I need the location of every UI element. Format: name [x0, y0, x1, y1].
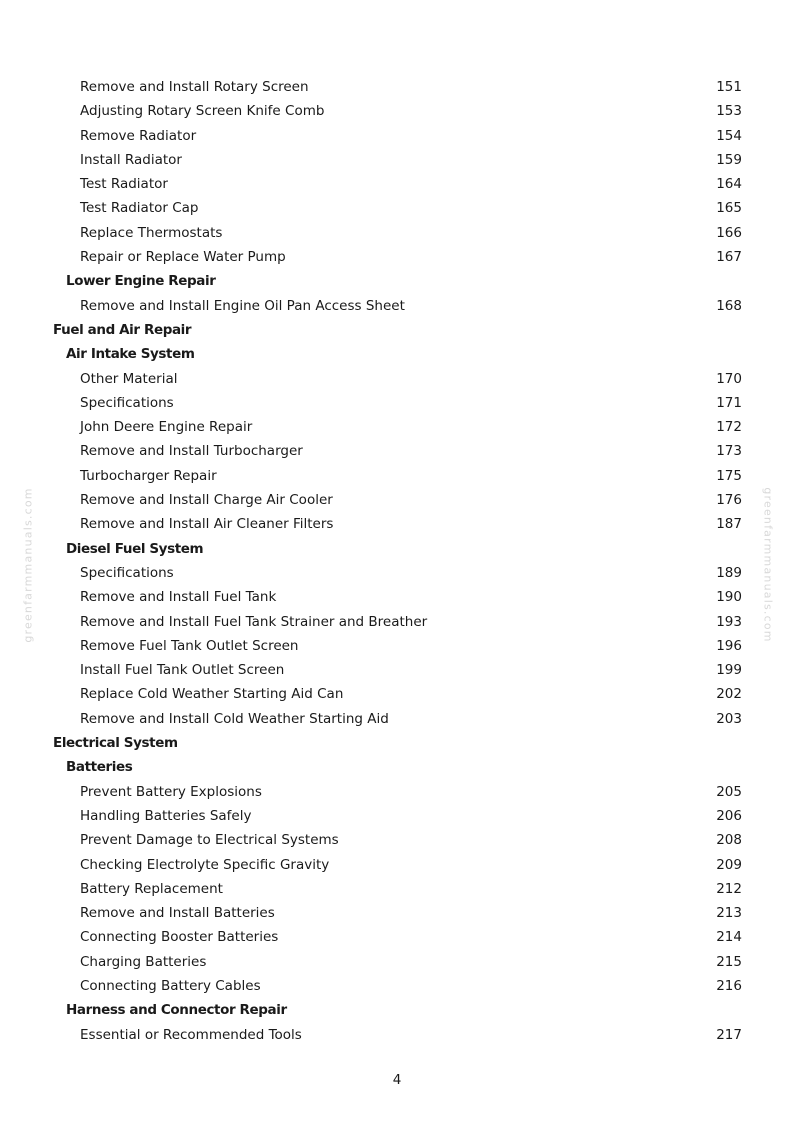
toc-entry-page-number: 187 [716, 516, 742, 533]
toc-entry-title: Install Radiator [80, 151, 182, 168]
toc-entry-page-number: 167 [716, 249, 742, 266]
toc-entry-title: Connecting Booster Batteries [80, 929, 279, 946]
toc-entry-page-number: 199 [716, 662, 742, 679]
toc-entry-title: Test Radiator [80, 176, 168, 193]
toc-section-heading [0, 537, 794, 561]
toc-entry-page-number: 208 [716, 832, 742, 849]
toc-entry[interactable] [0, 610, 794, 634]
toc-entry-title: Remove and Install Rotary Screen [80, 79, 309, 95]
toc-entry-page-number: 217 [716, 1026, 742, 1043]
toc-entry[interactable] [0, 294, 794, 318]
toc-entry-page-number: 175 [716, 467, 742, 484]
toc-entry[interactable] [0, 245, 794, 269]
toc-entry-page-number: 164 [716, 176, 742, 193]
toc-entry-title: Remove and Install Batteries [80, 905, 275, 922]
toc-entry-title: Remove and Install Charge Air Cooler [80, 492, 333, 509]
toc-entry[interactable] [0, 415, 794, 439]
toc-entry[interactable] [0, 367, 794, 391]
toc-entry-title: Repair or Replace Water Pump [80, 249, 286, 266]
toc-entry-page-number: 159 [716, 151, 742, 168]
toc-entry-page-number: 170 [716, 370, 742, 387]
toc-entry-page-number: 153 [716, 103, 742, 120]
toc-entry-page-number: 214 [716, 929, 742, 946]
toc-entry[interactable] [0, 658, 794, 682]
toc-entry-page-number: 202 [716, 686, 742, 703]
page-number: 4 [392, 1072, 402, 1088]
toc-section-heading [0, 998, 794, 1022]
toc-entry-title: Checking Electrolyte Specific Gravity [80, 856, 330, 873]
toc-entry-page-number: 172 [716, 419, 742, 436]
toc-entry-title: John Deere Engine Repair [80, 419, 253, 436]
toc-entry-title: Charging Batteries [80, 953, 207, 970]
toc-entry-page-number: 213 [716, 905, 742, 922]
toc-entry-title: Handling Batteries Safely [80, 807, 252, 824]
toc-entry-title: Essential or Recommended Tools [80, 1026, 302, 1043]
toc-entry-page-number: 206 [716, 807, 742, 824]
toc-entry-title: Fuel and Air Repair [53, 321, 192, 338]
toc-section-heading [0, 342, 794, 366]
toc-entry[interactable] [0, 439, 794, 463]
toc-entry[interactable] [0, 853, 794, 877]
toc-entry-page-number: 205 [716, 783, 742, 800]
toc-entry[interactable] [0, 99, 794, 123]
toc-entry[interactable] [0, 925, 794, 949]
toc-section-heading [0, 731, 794, 755]
toc-entry[interactable] [0, 950, 794, 974]
toc-entry-title: Air Intake System [66, 346, 195, 363]
toc-entry-title: Remove Radiator [80, 127, 197, 144]
toc-entry[interactable] [0, 464, 794, 488]
toc-entry-page-number: 193 [716, 613, 742, 630]
toc-section-heading [0, 269, 794, 293]
toc-entry-title: Battery Replacement [80, 880, 223, 897]
toc-entry[interactable] [0, 634, 794, 658]
toc-entry-title: Remove and Install Cold Weather Starting Aid [80, 710, 389, 727]
toc-entry-page-number: 203 [716, 710, 742, 727]
toc-section-heading [0, 318, 794, 342]
toc-entry[interactable] [0, 196, 794, 220]
toc-entry-title: Batteries [66, 759, 133, 776]
toc-entry-page-number: 151 [716, 79, 742, 95]
toc-entry-title: Remove and Install Air Cleaner Filters [80, 516, 334, 533]
table-of-contents [0, 75, 794, 1047]
toc-entry[interactable] [0, 221, 794, 245]
toc-entry-title: Other Material [80, 370, 178, 387]
toc-section-heading [0, 755, 794, 779]
toc-entry[interactable] [0, 828, 794, 852]
toc-entry[interactable] [0, 1023, 794, 1047]
toc-entry-page-number: 154 [716, 127, 742, 144]
toc-entry[interactable] [0, 901, 794, 925]
toc-entry-title: Specifications [80, 564, 174, 581]
toc-entry-page-number: 212 [716, 880, 742, 897]
toc-entry-title: Specifications [80, 394, 174, 411]
toc-entry[interactable] [0, 804, 794, 828]
toc-entry[interactable] [0, 561, 794, 585]
toc-entry-page-number: 176 [716, 492, 742, 509]
toc-entry-page-number: 196 [716, 637, 742, 654]
toc-entry-title: Diesel Fuel System [66, 540, 204, 557]
toc-entry-title: Install Fuel Tank Outlet Screen [80, 662, 285, 679]
toc-entry-title: Remove and Install Fuel Tank Strainer and Breather [80, 613, 428, 630]
toc-entry[interactable] [0, 75, 794, 99]
toc-entry[interactable] [0, 974, 794, 998]
toc-entry[interactable] [0, 682, 794, 706]
toc-entry-page-number: 165 [716, 200, 742, 217]
watermark-right: greenfarmmanuals.com [761, 487, 775, 643]
toc-entry-page-number: 190 [716, 589, 742, 606]
toc-entry-page-number: 173 [716, 443, 742, 460]
toc-entry-title: Lower Engine Repair [66, 273, 216, 290]
toc-entry-title: Replace Thermostats [80, 224, 223, 241]
toc-entry[interactable] [0, 172, 794, 196]
toc-entry[interactable] [0, 780, 794, 804]
toc-entry-page-number: 166 [716, 224, 742, 241]
toc-entry-title: Prevent Damage to Electrical Systems [80, 832, 339, 849]
toc-entry-title: Connecting Battery Cables [80, 977, 261, 994]
toc-entry[interactable] [0, 148, 794, 172]
toc-entry-title: Harness and Connector Repair [66, 1002, 287, 1019]
toc-entry[interactable] [0, 877, 794, 901]
toc-entry[interactable] [0, 488, 794, 512]
toc-entry-title: Electrical System [53, 735, 178, 752]
toc-entry-title: Remove and Install Fuel Tank [80, 589, 277, 606]
toc-entry-title: Remove Fuel Tank Outlet Screen [80, 637, 299, 654]
toc-entry-title: Replace Cold Weather Starting Aid Can [80, 686, 344, 703]
watermark-left: greenfarmmanuals.com [21, 487, 35, 643]
toc-entry[interactable] [0, 512, 794, 536]
toc-entry[interactable] [0, 391, 794, 415]
toc-entry-page-number: 209 [716, 856, 742, 873]
toc-entry[interactable] [0, 585, 794, 609]
toc-entry-title: Remove and Install Turbocharger [80, 443, 303, 460]
toc-entry[interactable] [0, 707, 794, 731]
toc-entry-title: Remove and Install Engine Oil Pan Access Sheet [80, 297, 405, 314]
toc-entry-title: Adjusting Rotary Screen Knife Comb [80, 103, 325, 120]
toc-entry-page-number: 189 [716, 564, 742, 581]
toc-entry-title: Turbocharger Repair [80, 467, 217, 484]
toc-entry-title: Prevent Battery Explosions [80, 783, 262, 800]
toc-entry-page-number: 216 [716, 977, 742, 994]
toc-entry-title: Test Radiator Cap [80, 200, 199, 217]
toc-entry-page-number: 215 [716, 953, 742, 970]
toc-entry-page-number: 168 [716, 297, 742, 314]
toc-entry-page-number: 171 [716, 394, 742, 411]
toc-entry[interactable] [0, 124, 794, 148]
